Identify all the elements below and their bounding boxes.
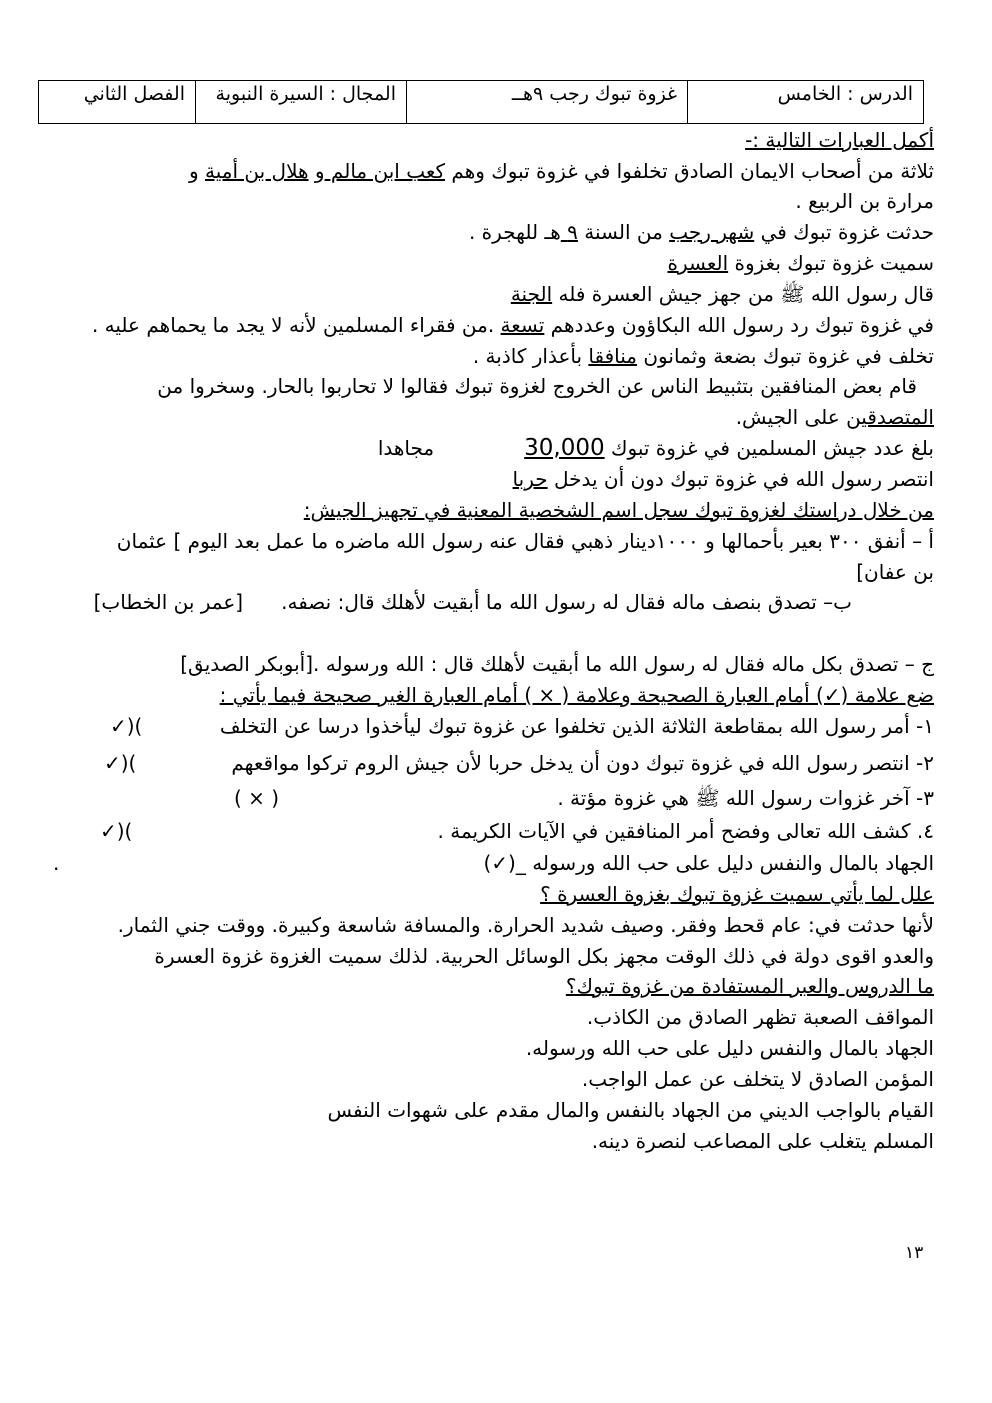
reason-heading: علل لما يأتي سميت غزوة تبوك بغزوة العسرة ؟ <box>540 882 934 906</box>
complete-heading: أكمل العبارات التالية :- <box>745 128 934 152</box>
header-chapter: الفصل الثاني <box>39 81 196 124</box>
persons-heading: من خلال دراستك لغزوة تبوك سجل اسم الشخصية المعنية في تجهيز الجيش: <box>303 498 934 522</box>
complete-line-2: مرارة بن الربيع . <box>795 189 934 213</box>
tf-item-3-text: ٣- آخر غزوات رسول الله ﷺ هي غزوة مؤتة . <box>557 786 934 810</box>
complete-line-5: قال رسول الله ﷺ من جهز جيش العسرة فله الجنة <box>510 282 934 306</box>
reason-line-1: لأنها حدثت في: عام قحط وفقر. وصيف شديد الحرارة. والمسافة شاسعة وكبيرة. ووقت جني الثمار. <box>117 913 934 937</box>
tf-item-1-text: ١- أمر رسول الله بمقاطعة الثلاثة الذين تخلفوا عن غزوة تبوك ليأخذوا درسا عن التخلف <box>219 714 934 738</box>
complete-line-9: المتصدقين على الجيش. <box>735 405 934 429</box>
header-table <box>38 80 924 124</box>
complete-line-1: ثلاثة من أصحاب الايمان الصادق تخلفوا في غزوة تبوك وهم كعب ابن مالم و هلال بن أمية و <box>189 159 934 183</box>
persons-c: ج – تصدق بكل ماله فقال له رسول الله ما أبقيت لأهلك قال : الله ورسوله .[أبوبكر الصديق] <box>180 652 934 676</box>
tf-item-4-mark: ✓)( <box>100 819 133 843</box>
tf-item-2-text: ٢- انتصر رسول الله في غزوة تبوك دون أن يدخل حربا لأن جيش الروم تركوا مواقعهم <box>231 751 934 775</box>
complete-line-7: تخلف في غزوة تبوك بضعة وثمانون منافقا بأعذار كاذبة . <box>472 344 934 368</box>
tf-item-5-text: الجهاد بالمال والنفس دليل على حب الله ورسوله _(✓) <box>483 851 934 875</box>
lesson-item-5: المسلم يتغلب على المصاعب لنصرة دينه. <box>591 1129 934 1153</box>
persons-b: ب– تصدق بنصف ماله فقال له رسول الله ما أبقيت لأهلك قال: نصفه.[عمر بن الخطاب] <box>93 590 852 614</box>
complete-line-8: قام بعض المنافقين بتثبيط الناس عن الخروج لغزوة تبوك فقالوا لا تحاربوا بالحار. وسخروا من <box>157 374 917 398</box>
header-lesson: الدرس : الخامس <box>688 81 924 124</box>
lesson-item-4: القيام بالواجب الديني من الجهاد بالنفس والمال مقدم على شهوات النفس <box>327 1098 934 1122</box>
complete-line-4: سميت غزوة تبوك بغزوة العسرة <box>667 251 934 275</box>
persons-a-line-1: أ – أنفق ٣٠٠ بعير بأحمالها و ١٠٠٠دينار ذهبي فقال عنه رسول الله ماضره ما عمل بعد اليوم ] عثمان <box>116 529 934 553</box>
tf-item-3-mark: ( × ) <box>234 786 280 810</box>
tf-item-4-text: ٤. كشف الله تعالى وفضح أمر المنافقين في الآيات الكريمة . <box>437 819 934 843</box>
page-number: ١٣ <box>905 1243 924 1263</box>
header-field: المجال : السيرة النبوية <box>196 81 407 124</box>
complete-line-3: حدثت غزوة تبوك في شهر رجب من السنة ٩ هـ للهجرة . <box>468 220 934 244</box>
tf-item-2-mark: ✓)( <box>104 751 137 775</box>
lesson-item-2: الجهاد بالمال والنفس دليل على حب الله ورسوله. <box>525 1036 934 1060</box>
complete-line-10: بلغ عدد جيش المسلمين في غزوة تبوك 30,000مجاهدا <box>377 435 934 461</box>
complete-line-6: في غزوة تبوك رد رسول الله البكاؤون وعددهم تسعة .من فقراء المسلمين لأنه لا يجد ما يحماهم عليه . <box>91 313 934 337</box>
reason-line-2: والعدو اقوى دولة في ذلك الوقت مجهز بكل الوسائل الحربية. لذلك سميت الغزوة غزوة العسرة <box>154 944 934 968</box>
truefalse-heading: ضع علامة (✓) أمام العبارة الصحيحة وعلامة ( × ) أمام العبارة الغير صحيحة فيما يأتي : <box>219 683 934 707</box>
lessons-heading: ما الدروس والعبر المستفادة من غزوة تبوك؟ <box>565 974 934 998</box>
tf-item-5-mark: . <box>53 851 60 875</box>
lesson-item-3: المؤمن الصادق لا يتخلف عن عمل الواجب. <box>581 1067 934 1091</box>
persons-a-line-2: بن عفان] <box>856 560 934 584</box>
header-topic: غزوة تبوك رجب ٩هــ <box>407 81 688 124</box>
tf-item-1-mark: ✓)( <box>110 714 143 738</box>
complete-line-11: انتصر رسول الله في غزوة تبوك دون أن يدخل حربا <box>512 467 934 491</box>
lesson-item-1: المواقف الصعبة تظهر الصادق من الكاذب. <box>586 1005 934 1029</box>
